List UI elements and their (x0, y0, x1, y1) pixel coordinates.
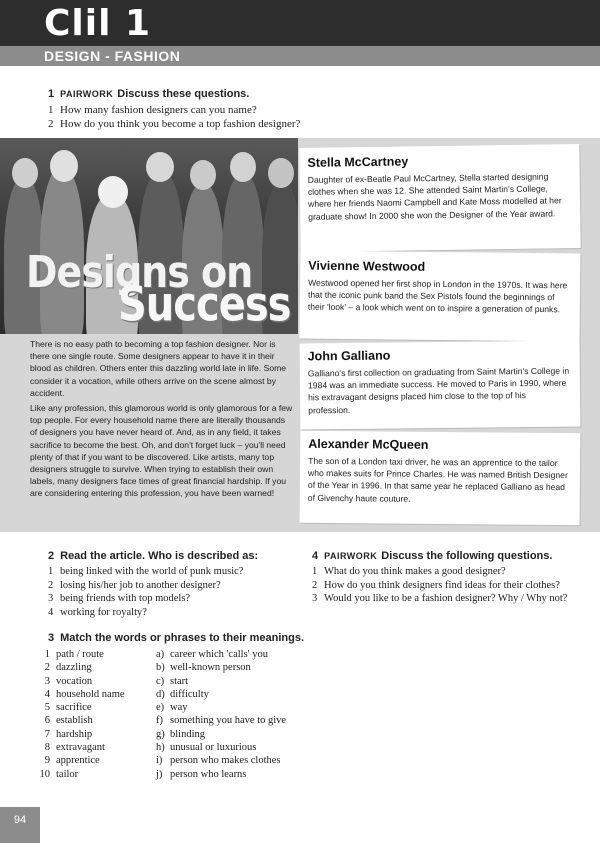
designer-card (300, 251, 581, 342)
section-1-heading (48, 88, 548, 100)
table-row: 6 establish f) something you have to give (44, 715, 287, 727)
designer-card (300, 431, 581, 525)
table-row: 10 tailor j) person who learns (39, 768, 247, 780)
question-list (312, 565, 582, 606)
list-item: 3 Would you like to be a fashion designer? Why / Why not? (312, 593, 568, 604)
designer-bio: Daughter of ex-Beatle Paul McCartney, Stella started designing clothes when she was 12. She attended Saint Martin's College, where her friends Naomi Campbell and Kate Moss modelled at her graduate show! In 2000 she won the Designer of the Year award. (307, 171, 562, 222)
section-title: Match the words or phrases to their meanings. (60, 632, 305, 644)
designer-name: Vivienne Westwood (308, 258, 426, 274)
matching-table (36, 648, 308, 781)
page-title: Clil 1 (44, 3, 152, 44)
question-list (48, 103, 548, 131)
section-4 (312, 550, 582, 606)
section-2 (48, 550, 298, 619)
section-title: Read the article. Who is described as: (60, 550, 259, 562)
pairwork-tag: PAIRWORK (60, 89, 114, 99)
designer-name: Stella McCartney (307, 154, 409, 170)
section-3-heading (48, 632, 308, 644)
list-item: 4 working for royalty? (48, 606, 147, 618)
table-row: 5 sacrifice e) way (44, 702, 188, 714)
table-row: 1 path / route a) career which 'calls' you (44, 649, 268, 660)
section-1 (48, 88, 548, 131)
section-number: 3 (48, 632, 55, 644)
section-title: Discuss these questions. (117, 88, 250, 100)
pairwork-tag: PAIRWORK (324, 551, 378, 561)
table-row: 4 household name d) difficulty (44, 688, 209, 700)
intro-paragraph-2: Like any profession, this glamorous world is only glamorous for a few top people. For every household name there are literally thousands of designers you have never heard of. And, as in any field, it takes sacrifice to become the best. Oh, and don't forget luck – you'll need plenty of that if you want to be discovered. Like artists, many top designers struggle to survive. When trying to establish their own labels, many designers face times of great financial hardship. If you are considering entering this profession, you have been warned! (30, 403, 293, 499)
designer-name: Alexander McQueen (308, 436, 429, 452)
section-4-heading (312, 550, 582, 562)
section-number: 2 (48, 550, 55, 562)
table-row: 9 apprentice i) person who makes clothes (44, 755, 281, 767)
article-intro (30, 338, 294, 503)
designer-bio: The son of a London taxi driver, he was an apprentice to the tailor who makes suits for Prince Charles. He was named British Designer of the Year in 1996. In that same year he replaced Galliano as head of Givenchy haute couture. (307, 455, 568, 504)
table-row: 7 hardship g) blinding (44, 728, 206, 740)
list-item: 1 What do you think makes a good designer? (312, 566, 506, 577)
page-subtitle: DESIGN - FASHION (44, 48, 181, 64)
list-item: 1 being linked with the world of punk music? (48, 566, 244, 577)
list-item: 2 How do you think designers find ideas for their clothes? (312, 579, 560, 591)
article-title-line2: Success (118, 277, 291, 333)
article-title-line1: Designs on (26, 246, 253, 298)
section-number: 1 (48, 88, 55, 100)
intro-paragraph-1: There is no easy path to becoming a top fashion designer. Nor is there one single route. Some designers appear to have it in their blood as children. Others enter this dazzling world late in life. Some consider it a vocation, while others arrive on the scene almost by accident. (30, 339, 287, 398)
designer-name: John Galliano (307, 348, 391, 364)
list-item: 2 How do you think you become a top fashion designer? (48, 118, 301, 130)
list-item: 3 being friends with top models? (48, 593, 191, 604)
table-row: 8 extravagant h) unusual or luxurious (44, 742, 257, 754)
section-3 (39, 632, 308, 781)
section-title: Discuss the following questions. (381, 550, 553, 562)
page-number: 94 (13, 814, 27, 826)
list-item: 1 How many fashion designers can you name? (48, 104, 257, 116)
designer-bio: Galliano's first collection on graduating from Saint Martin's College in 1984 was an immediate success. He moved to Paris in 1990, where his extravagant designs placed him close to the top of his profession. (307, 365, 570, 415)
designer-card (299, 144, 580, 252)
section-number: 4 (312, 550, 319, 562)
designer-bio: Westwood opened her first shop in London in the 1970s. It was here that the iconic punk band the Sex Pistols found the beginnings of their 'look' – a look which went on to inspire a generation of punks. (307, 277, 568, 315)
table-row: 2 dazzling b) well-known person (44, 662, 251, 674)
question-list (48, 565, 298, 619)
designer-card (300, 341, 581, 430)
list-item: 2 losing his/her job to another designer? (48, 579, 221, 591)
section-2-heading (48, 550, 298, 562)
table-row: 3 vocation c) start (44, 675, 189, 687)
